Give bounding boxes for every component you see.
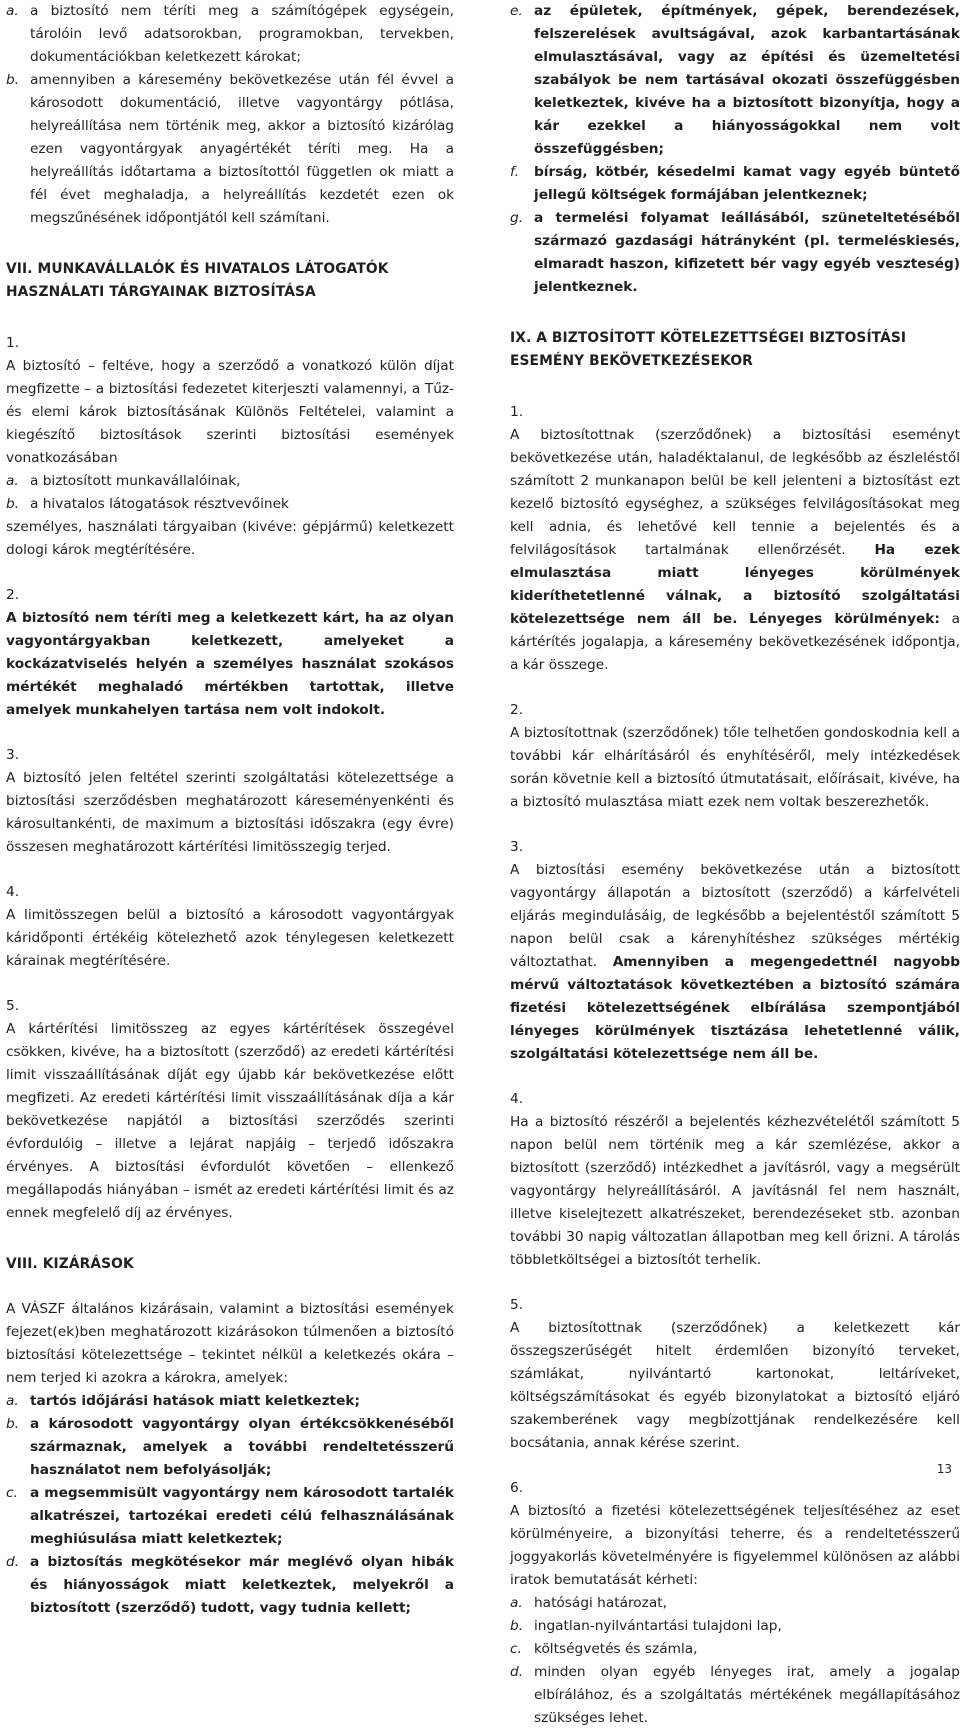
paragraph-number: 3. xyxy=(510,839,524,855)
section-heading-vii: VII. MUNKAVÁLLALÓK ÉS HIVATALOS LÁTOGATÓK HASZNÁLATI TÁRGYAINAK BIZTOSÍTÁSA xyxy=(6,261,389,300)
paragraph-number: 2. xyxy=(510,702,524,718)
paragraph-number: 1. xyxy=(510,404,524,420)
paragraph-lead-bold: Lényeges körülmények: xyxy=(749,611,940,627)
list-item xyxy=(510,1661,960,1730)
paragraph-number: 1. xyxy=(6,335,20,351)
item-label: a. xyxy=(6,3,19,19)
paragraph-text: A biztosító – feltéve, hogy a szerződő a vonatkozó külön díjat megfizette – a biztosítási fedezetet kiterjeszti valamennyi, a Tűz- és elemi károk biztosításának Különös Feltételei, valamint a kiegészítő biztosítások szerinti biztosítási események vonatkozásában xyxy=(6,358,454,466)
paragraph-text: A kártérítési limitösszeg az egyes kártérítések összegével csökken, kivéve, ha a biztosított (szerződő) az eredeti kártérítési limit visszaállításának díját egy újabb kár bekövetkezése előtt megfizeti. Az eredeti kártérítési limit visszaállításának díja a kár bekövetkezése napjától a biztosítási szerződés szerinti évfordulóig – illetve a lejárat napjáig – terjedő időszakra érvényes. A biztosítási évfordulót követően – ellenkező megállapodás hiányában – ismét az eredeti kártérítési limit és az ennek megfelelő díj az érvényes. xyxy=(6,1021,454,1221)
paragraph-text: A biztosítottnak (szerződőnek) tőle telhetően gondoskodnia kell a további kár elhárításáról és enyhítéséről, mely intézkedések során követnie kell a biztosító útmutatásait, előírásait, kivéve, ha a biztosító mulasztása miatt ezek nem voltak beszerezhetők. xyxy=(510,725,960,810)
item-label: c. xyxy=(6,1485,18,1501)
paragraph-text: A biztosító a fizetési kötelezettségének teljesítéséhez az eset körülményeire, a bizonyítási teherre, és a rendeltetésszerű joggyakorlás követelményére is figyelemmel különösen az alábbi iratok bemutatását kérheti: xyxy=(510,1503,960,1588)
item-label: a. xyxy=(510,1595,523,1611)
item-text: a biztosítás megkötésekor már meglévő olyan hibák és hiányosságok miatt keletkeztek, melyekről a biztosított (szerződő) tudott, vagy tudnia kellett; xyxy=(30,1554,454,1616)
item-text: a károsodott vagyontárgy olyan értékcsökkenéséből származnak, amelyek a további rendeltetésszerű használatot nem befolyásolják; xyxy=(30,1416,454,1478)
list-item xyxy=(6,1413,454,1482)
paragraph-number: 3. xyxy=(6,747,20,763)
item-label: a. xyxy=(6,1393,19,1409)
left-column xyxy=(6,0,454,1620)
list-item xyxy=(510,1592,960,1615)
list-item xyxy=(510,1615,960,1638)
paragraph-text: A biztosítottnak (szerződőnek) a keletkezett kár összegszerűségét hitelt érdemlően bizonyító terveket, számlákat, nyilvántartó kartonokat, leltáríveket, költségszámításokat és egyéb bizonylatokat a biztosító eljáró szakemberének vagy megbízottjának rendelkezésére kell bocsátania, annak kérése szerint. xyxy=(510,1320,960,1451)
list-item xyxy=(510,207,960,299)
list-item xyxy=(6,493,454,516)
item-text-continued: Ha a helyreállítás időtartama a biztosítottól független ok miatt a fél évet meghaladja, a helyreállítás kezdetét ezen ok megszűnésének időpontjától kell számítani. xyxy=(30,141,454,226)
list-item xyxy=(510,0,960,161)
paragraph-text xyxy=(510,424,960,677)
paragraph-text: A VÁSZF általános kizárásain, valamint a biztosítási események fejezet(ek)ben meghatározott kizárásokon túlmenően a biztosító biztosítási kötelezettsége – tekintet nélkül a keletkezés okára – nem terjed ki azokra a károkra, amelyek: xyxy=(6,1301,454,1386)
item-text: a hivatalos látogatások résztvevőinek xyxy=(30,496,289,512)
list-item xyxy=(6,1390,454,1413)
list-item xyxy=(6,0,454,69)
right-column xyxy=(510,0,960,1730)
item-text: bírság, kötbér, késedelmi kamat vagy egyéb büntető jellegű költségek formájában jelentkeznek; xyxy=(534,164,960,203)
item-text: a megsemmisült vagyontárgy nem károsodott tartalék alkatrészei, tartozékai eredeti célú felhasználásának meghiúsulása miatt keletkeztek; xyxy=(30,1485,454,1547)
paragraph-text: A limitösszegen belül a biztosító a károsodott vagyontárgyak káridőponti értékéig kötelezhető azok ténylegesen keletkezett kárainak megtérítésére. xyxy=(6,907,454,969)
item-label: a. xyxy=(6,473,19,489)
item-label: b. xyxy=(6,1416,20,1432)
page-number: 13 xyxy=(936,1462,952,1476)
item-label: b. xyxy=(510,1618,524,1634)
paragraph-number: 5. xyxy=(510,1297,524,1313)
list-item xyxy=(510,1638,960,1661)
item-label: b. xyxy=(6,496,20,512)
item-text: a termelési folyamat leállásából, szüneteltetéséből származó gazdasági hátrányként (pl. termeléskiesés, elmaradt haszon, kifizetett bér vagy egyéb veszteség) jelentkeznek. xyxy=(534,210,960,295)
paragraph-text-plain: a kártérítés jogalapja, a káresemény bekövetkezésének időpontja, a kár összege. xyxy=(510,611,960,673)
section-heading-ix: IX. A BIZTOSÍTOTT KÖTELEZETTSÉGEI BIZTOSÍTÁSI ESEMÉNY BEKÖVETKEZÉSEKOR xyxy=(510,330,907,369)
item-text: az épületek, építmények, gépek, berendezések, felszerelések avultságával, azok karbantartásának elmulasztásával, vagy az építési és üzemeltetési szabályok be nem tartásával okozati összefüggésben keletkeztek, kivéve ha a biztosított bizonyítja, hogy a kár ezekkel a hiányosságokkal nem volt összefüggésben; xyxy=(534,3,960,157)
paragraph-text-bold: A biztosító nem téríti meg a keletkezett kárt, ha az olyan vagyontárgyakban keletkezett, amelyeket a kockázatviselés helyén a személyes használat szokásos mértékét meghaladó mértékben tartottak, illetve amelyek munkahelyen tartása nem volt indokolt. xyxy=(6,610,454,718)
paragraph-number: 6. xyxy=(510,1480,524,1496)
paragraph-text xyxy=(510,859,960,1066)
paragraph-number: 4. xyxy=(6,884,20,900)
item-label: d. xyxy=(510,1664,524,1680)
paragraph-number: 5. xyxy=(6,998,20,1014)
item-text: tartós időjárási hatások miatt keletkeztek; xyxy=(30,1393,360,1409)
item-label: c. xyxy=(510,1641,522,1657)
list-item xyxy=(6,69,454,230)
item-text: amennyiben a káresemény bekövetkezése után fél évvel a károsodott dokumentáció, illetve vagyontárgy pótlása, helyreállítása nem történik meg, akkor a biztosító kizárólag ezen vagyontárgyak anyagértékét téríti meg. xyxy=(30,72,454,157)
item-text: ingatlan-nyilvántartási tulajdoni lap, xyxy=(534,1618,782,1634)
paragraph-text-bold: Ha ezek elmulasztása miatt lényeges körülmények kideríthetetlenné válnak, a biztosító szolgáltatási kötelezettsége nem áll be. xyxy=(510,542,960,627)
paragraph-text: A biztosító jelen feltétel szerinti szolgáltatási kötelezettsége a biztosítási szerződésben meghatározott káreseményenkénti és károsultankénti, de maximum a biztosítási időszakra (egy évre) összesen meghatározott kártérítési limitösszegig terjed. xyxy=(6,770,454,855)
item-text: hatósági határozat, xyxy=(534,1595,667,1611)
list-item xyxy=(6,470,454,493)
item-label: b. xyxy=(6,72,20,88)
list-item xyxy=(6,1551,454,1620)
paragraph-text-bold: Amennyiben a megengedettnél nagyobb mérvű változtatások következtében a biztosító számára fizetési kötelezettségének elbírálása szempontjából lényeges körülmények tisztázása lehetetlenné válik, szolgáltatási kötelezettsége nem áll be. xyxy=(510,954,960,1062)
section-heading-viii: VIII. KIZÁRÁSOK xyxy=(6,1256,134,1272)
list-item xyxy=(6,1482,454,1551)
item-label: f. xyxy=(510,164,519,180)
item-text: minden olyan egyéb lényeges irat, amely a jogalap elbírálához, és a szolgáltatás mértékének megállapításához szükséges lehet. xyxy=(534,1664,960,1726)
paragraph-text: személyes, használati tárgyaiban (kivéve: gépjármű) keletkezett dologi károk megtérítésére. xyxy=(6,519,454,558)
paragraph-text: Ha a biztosító részéről a bejelentés kézhezvételétől számított 5 napon belül nem történik meg a kár szemlézése, akkor a biztosított (szerződő) intézkedhet a javításról, vagy a megsérült vagyontárgy helyreállításáról. A javításnál fel nem használt, illetve kiselejtezett alkatrészeket, berendezéseket stb. azonban további 30 napig változatlan állapotban meg kell őrizni. A tárolás többletköltségei a biztosítót terhelik. xyxy=(510,1114,960,1268)
item-label: d. xyxy=(6,1554,20,1570)
paragraph-number: 4. xyxy=(510,1091,524,1107)
item-text: a biztosított munkavállalóinak, xyxy=(30,473,241,489)
item-text: költségvetés és számla, xyxy=(534,1641,698,1657)
item-text: a biztosító nem téríti meg a számítógépek egységein, tárolóin levő adatsorokban, programokban, tervekben, dokumentációkban keletkezett károkat; xyxy=(30,3,454,65)
item-label: e. xyxy=(510,3,523,19)
item-label: g. xyxy=(510,210,524,226)
paragraph-text-plain: A biztosítási esemény bekövetkezése után a biztosított vagyontárgy állapotán a biztosított (szerződő) a kárfelvételi eljárás megindulásáig, de legkésőbb a bejelentéstől számított 5 napon belül csak a kárenyhítéshez szükséges mértékig változtathat. xyxy=(510,862,960,970)
list-item xyxy=(510,161,960,207)
paragraph-text-plain: A biztosítottnak (szerződőnek) a biztosítási eseményt bekövetkezése után, haladéktalanul, de legkésőbb az észleléstől számított 2 munkanapon belül be kell jelenteni a biztosítást ezt kezelő biztosító egységhez, a szükséges felvilágosításokat meg kell adnia, és lehetővé kell tennie a bejelentés és a felvilágosítások tartalmának ellenőrzését. xyxy=(510,427,960,558)
paragraph-number: 2. xyxy=(6,587,20,603)
